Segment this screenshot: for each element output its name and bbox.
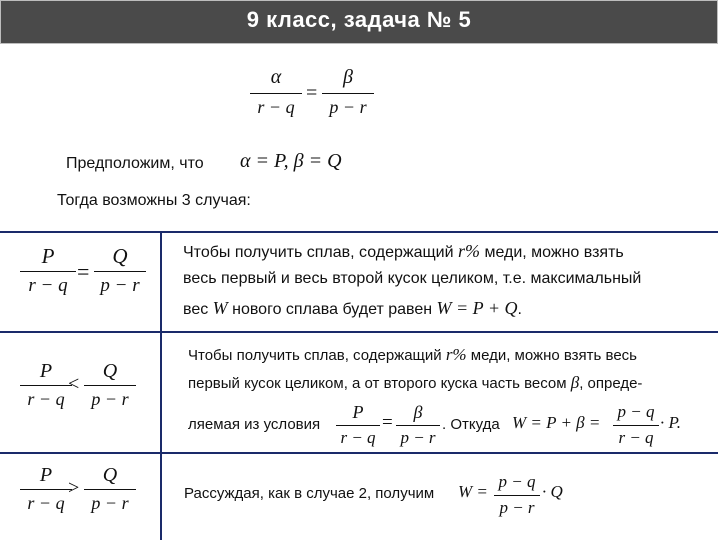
case2-cond-num-right: β — [413, 402, 423, 422]
case2-den-left: r − q — [27, 389, 65, 409]
case3-statement: Рассуждая, как в случае 2, получим — [184, 485, 435, 502]
case3-result-num: p − q — [498, 472, 536, 491]
case3-num-left: P — [39, 464, 53, 486]
top-formula-alpha: α — [270, 66, 282, 88]
case1-line3-w: W — [212, 298, 228, 318]
case2-result-num: p − q — [617, 402, 655, 421]
table-divider-1 — [0, 331, 718, 333]
case1-rel: = — [77, 259, 90, 284]
table-col-divider-1 — [160, 231, 162, 333]
title-bar — [0, 0, 718, 44]
case1-line1-b: меди, можно взять — [484, 244, 624, 261]
case2-cond-num-left: P — [352, 402, 364, 422]
table-divider-top — [0, 231, 718, 233]
case2-cond-den-right: p − r — [400, 428, 436, 447]
case2-line1-b: меди, можно взять весь — [470, 347, 637, 364]
case1-line3-formula: W = P + Q — [436, 298, 518, 318]
case2-num-left: P — [39, 360, 53, 382]
case2-line1-math: r% — [445, 345, 467, 364]
top-formula-den-right: p − r — [329, 97, 367, 117]
case2-line2-b: , опреде- — [579, 375, 643, 392]
case3-result-tail: · Q — [542, 482, 563, 501]
case1-den-left: r − q — [28, 275, 68, 296]
cases-intro: Тогда возможны 3 случая: — [57, 192, 251, 209]
case1-line3-end: . — [517, 301, 522, 318]
assume-text: Предположим, что — [66, 155, 204, 172]
case2-line1-a: Чтобы получить сплав, содержащий — [188, 347, 442, 364]
slide-title: 9 класс, задача № 5 — [246, 7, 472, 32]
case2-num-right: Q — [102, 360, 118, 382]
case3-result-lhs: W = — [458, 482, 488, 501]
case3-num-right: Q — [102, 464, 118, 486]
case2-line3-a: ляемая из условия — [188, 416, 321, 433]
case2-result-den: r − q — [618, 428, 654, 447]
case2-cond-den-left: r − q — [340, 428, 376, 447]
case3-rel: > — [68, 477, 80, 499]
case2-result-tail: · P — [660, 413, 677, 432]
top-formula-beta: β — [343, 66, 353, 88]
case2-result-end: . — [676, 413, 681, 432]
case2-rel: < — [68, 373, 80, 395]
case3-den-left: r − q — [27, 493, 65, 513]
case2-line2-a: первый кусок целиком, а от второго куска часть весом — [188, 375, 567, 392]
case2-cond-eq: = — [382, 412, 393, 433]
case3-den-right: p − r — [91, 493, 129, 513]
case1-den-right: p − r — [100, 275, 140, 296]
table-col-divider-2 — [160, 331, 162, 454]
case1-num-right: Q — [112, 244, 128, 268]
top-formula-den-left: r − q — [257, 97, 295, 117]
case1-line3-a: вес — [183, 301, 209, 318]
case3-result-den: p − r — [499, 498, 535, 517]
case2-line2-beta: β — [570, 373, 580, 392]
case1-line3-b: нового сплава будет равен — [232, 301, 433, 318]
assume-formula: α = P, β = Q — [240, 150, 342, 172]
case1-num-left: P — [41, 244, 55, 268]
case2-result-lhs: W = P + β = — [512, 413, 601, 432]
case2-line3-b: . Откуда — [442, 416, 500, 433]
case1-line2: весь первый и весь второй кусок целиком, т.е. максимальный — [183, 270, 642, 287]
case2-den-right: p − r — [91, 389, 129, 409]
case1-line1-a: Чтобы получить сплав, содержащий — [183, 244, 454, 261]
case1-line1-math: r% — [458, 241, 480, 261]
top-formula-eq: = — [306, 82, 318, 104]
table-col-divider-3 — [160, 452, 162, 540]
